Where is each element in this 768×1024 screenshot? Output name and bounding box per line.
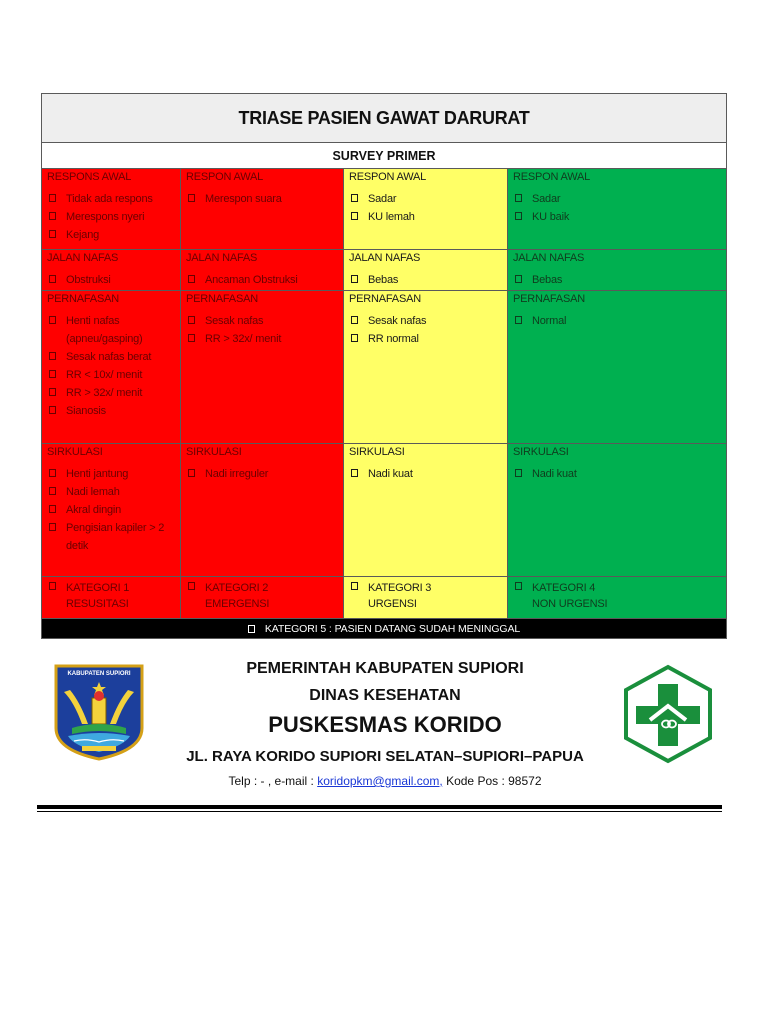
checklist-item[interactable] xyxy=(47,384,175,402)
checklist-item[interactable] xyxy=(47,366,175,384)
checklist-item-label: KU lemah xyxy=(368,211,415,223)
checklist-item-label: Ancaman Obstruksi xyxy=(205,274,298,286)
checkbox-icon[interactable] xyxy=(188,194,195,202)
checklist-item[interactable] xyxy=(513,190,721,208)
sirkulasi-cell-2 xyxy=(181,444,344,577)
checklist-item-label: Obstruksi xyxy=(66,274,111,286)
kategori-name: URGENSI xyxy=(368,598,417,610)
pernafasan-heading: PERNAFASAN xyxy=(349,293,421,305)
sirkulasi-cell-4 xyxy=(508,444,726,577)
kategori-label xyxy=(205,580,338,612)
jalan-nafas-heading: JALAN NAFAS xyxy=(186,252,258,264)
sirkulasi-heading: SIRKULASI xyxy=(513,446,569,458)
checklist-item[interactable] xyxy=(349,190,502,208)
checkbox-icon[interactable] xyxy=(49,212,56,220)
checklist-item-label: RR normal xyxy=(368,333,419,345)
respon-awal-heading: RESPON AWAL xyxy=(186,171,264,183)
kategori-number: KATEGORI 4 xyxy=(532,582,596,594)
checkbox-icon[interactable] xyxy=(515,275,522,283)
checklist-item-label: Tidak ada respons xyxy=(66,193,153,205)
respon-awal-heading: RESPON AWAL xyxy=(349,171,427,183)
checklist-item[interactable] xyxy=(349,312,502,330)
checklist-item[interactable] xyxy=(47,465,175,483)
checklist-item[interactable] xyxy=(47,190,175,208)
checkbox-icon[interactable] xyxy=(49,388,56,396)
pernafasan-heading: PERNAFASAN xyxy=(186,293,258,305)
checkbox-icon[interactable] xyxy=(49,523,56,531)
checkbox-icon[interactable] xyxy=(515,194,522,202)
checklist-item-label: Nadi irreguler xyxy=(205,468,269,480)
checklist-item[interactable] xyxy=(47,271,175,289)
checkbox-icon[interactable] xyxy=(351,275,358,283)
kategori-label xyxy=(66,580,175,612)
checklist-item-label: Sesak nafas xyxy=(205,315,264,327)
jalan-nafas-cell-4 xyxy=(508,250,726,291)
kategori-cell-2 xyxy=(181,577,344,619)
checklist-item[interactable] xyxy=(186,465,338,483)
jalan-nafas-heading: JALAN NAFAS xyxy=(47,252,119,264)
checklist-item[interactable] xyxy=(349,330,502,348)
checklist-item[interactable] xyxy=(513,465,721,483)
checklist-item-label: Akral dingin xyxy=(66,504,122,516)
jalan-nafas-heading: JALAN NAFAS xyxy=(513,252,585,264)
triage-table xyxy=(41,93,727,639)
checklist-item[interactable] xyxy=(186,330,338,348)
respon-awal-cell-2 xyxy=(181,169,344,250)
kategori-option[interactable] xyxy=(47,578,175,612)
kategori-cell-1 xyxy=(42,577,181,619)
checklist-item[interactable] xyxy=(186,271,338,289)
sirkulasi-cell-1 xyxy=(42,444,181,577)
svg-text:KABUPATEN SUPIORI: KABUPATEN SUPIORI xyxy=(67,671,131,677)
checklist-item[interactable] xyxy=(47,501,175,519)
kabupaten-supiori-emblem xyxy=(52,662,146,762)
checklist-item-label: RR < 10x/ menit xyxy=(66,369,143,381)
checklist-item-label: Merespon suara xyxy=(205,193,282,205)
letterhead-rule-thick xyxy=(37,805,722,809)
puskesmas-name: PUSKESMAS KORIDO xyxy=(268,712,502,737)
respon-awal-cell-3 xyxy=(344,169,508,250)
pernafasan-heading: PERNAFASAN xyxy=(513,293,585,305)
kategori-number: KATEGORI 1 xyxy=(66,582,130,594)
respon-awal-heading: RESPON AWAL xyxy=(513,171,591,183)
kategori-cell-3 xyxy=(344,577,508,619)
checklist-item[interactable] xyxy=(513,208,721,226)
kategori-number: KATEGORI 2 xyxy=(205,582,269,594)
checkbox-icon[interactable] xyxy=(49,487,56,495)
jalan-nafas-cell-3 xyxy=(344,250,508,291)
checkbox-icon[interactable] xyxy=(49,316,56,324)
checklist-item[interactable] xyxy=(186,312,338,330)
government-name: PEMERINTAH KABUPATEN SUPIORI xyxy=(246,660,524,677)
checklist-item[interactable] xyxy=(47,226,175,244)
checklist-item[interactable] xyxy=(47,402,175,420)
checkbox-icon[interactable] xyxy=(351,582,358,590)
checklist-item-label: Nadi lemah xyxy=(66,486,120,498)
kategori-5-row xyxy=(42,619,726,638)
checklist-item[interactable] xyxy=(47,519,175,555)
kategori-cell-4 xyxy=(508,577,726,619)
pernafasan-cell-2 xyxy=(181,291,344,444)
letterhead-rule-thin xyxy=(37,811,722,812)
checklist-item[interactable] xyxy=(513,271,721,289)
checkbox-icon[interactable] xyxy=(351,316,358,324)
letterhead xyxy=(0,650,768,810)
checklist-item[interactable] xyxy=(513,312,721,330)
kategori-name: NON URGENSI xyxy=(532,598,608,610)
checkbox-icon[interactable] xyxy=(49,505,56,513)
survey-primer-label: SURVEY PRIMER xyxy=(42,143,726,169)
checklist-item-label: Henti nafas (apneu/gasping) xyxy=(66,315,143,345)
checklist-item[interactable] xyxy=(186,190,338,208)
pernafasan-cell-3 xyxy=(344,291,508,444)
address: JL. RAYA KORIDO SUPIORI SELATAN–SUPIORI–PAPUA xyxy=(186,748,584,765)
checklist-item-label: Nadi kuat xyxy=(368,468,413,480)
triage-grid xyxy=(42,169,726,619)
jalan-nafas-cell-2 xyxy=(181,250,344,291)
sirkulasi-heading: SIRKULASI xyxy=(349,446,405,458)
sirkulasi-heading: SIRKULASI xyxy=(186,446,242,458)
checkbox-icon[interactable] xyxy=(515,469,522,477)
checkbox-icon[interactable] xyxy=(49,469,56,477)
checklist-item-label: Bebas xyxy=(532,274,563,286)
checkbox-icon[interactable] xyxy=(49,406,56,414)
checkbox-icon[interactable] xyxy=(515,316,522,324)
jalan-nafas-heading: JALAN NAFAS xyxy=(349,252,421,264)
checklist-item-label: Sianosis xyxy=(66,405,106,417)
checklist-item-label: RR > 32x/ menit xyxy=(66,387,143,399)
checkbox-icon[interactable] xyxy=(351,194,358,202)
checklist-item-label: KU baik xyxy=(532,211,570,223)
pernafasan-cell-1 xyxy=(42,291,181,444)
sirkulasi-cell-3 xyxy=(344,444,508,577)
checklist-item[interactable] xyxy=(349,465,502,483)
checkbox-icon[interactable] xyxy=(49,370,56,378)
checkbox-icon[interactable] xyxy=(515,582,522,590)
jalan-nafas-cell-1 xyxy=(42,250,181,291)
contact-line xyxy=(150,774,620,788)
department-name: DINAS KESEHATAN xyxy=(309,687,461,704)
checkbox-icon[interactable] xyxy=(515,212,522,220)
checklist-item[interactable] xyxy=(349,271,502,289)
kategori-label xyxy=(532,580,721,612)
checkbox-icon[interactable] xyxy=(351,212,358,220)
kategori-5-label: KATEGORI 5 : PASIEN DATANG SUDAH MENINGGAL xyxy=(264,622,521,635)
checkbox-icon[interactable] xyxy=(188,316,195,324)
kategori-number: KATEGORI 3 xyxy=(368,582,432,594)
kategori-name: RESUSITASI xyxy=(66,598,129,610)
contact-suffix: Kode Pos : 98572 xyxy=(442,774,542,788)
checklist-item-label: Sesak nafas xyxy=(368,315,427,327)
checklist-item[interactable] xyxy=(47,312,175,348)
checkbox-icon[interactable] xyxy=(351,469,358,477)
kategori-option[interactable] xyxy=(513,578,721,612)
pernafasan-cell-4 xyxy=(508,291,726,444)
checklist-item-label: Pengisian kapiler > 2 detik xyxy=(66,522,165,552)
checklist-item-label: Kejang xyxy=(66,229,100,241)
puskesmas-logo xyxy=(620,664,716,764)
checkbox-icon[interactable] xyxy=(188,469,195,477)
kategori-option[interactable] xyxy=(186,578,338,612)
checkbox-icon[interactable] xyxy=(188,582,195,590)
checkbox-icon[interactable] xyxy=(248,625,255,633)
checkbox-icon[interactable] xyxy=(49,194,56,202)
checkbox-icon[interactable] xyxy=(49,275,56,283)
kategori-label xyxy=(368,580,502,612)
kategori-name: EMERGENSI xyxy=(205,598,270,610)
contact-prefix: Telp : - , e-mail : xyxy=(228,774,318,788)
checklist-item-label: Sadar xyxy=(368,193,397,205)
checklist-item[interactable] xyxy=(47,348,175,366)
checkbox-icon[interactable] xyxy=(351,334,358,342)
checkbox-icon[interactable] xyxy=(49,230,56,238)
respon-awal-cell-1 xyxy=(42,169,181,250)
checkbox-icon[interactable] xyxy=(188,334,195,342)
sirkulasi-heading: SIRKULASI xyxy=(47,446,103,458)
checklist-item[interactable] xyxy=(349,208,502,226)
checkbox-icon[interactable] xyxy=(49,352,56,360)
respon-awal-heading: RESPONS AWAL xyxy=(47,171,132,183)
checkbox-icon[interactable] xyxy=(49,582,56,590)
triage-title: TRIASE PASIEN GAWAT DARURAT xyxy=(42,94,726,143)
checklist-item-label: Normal xyxy=(532,315,567,327)
checklist-item-label: Henti jantung xyxy=(66,468,129,480)
checklist-item-label: Sadar xyxy=(532,193,561,205)
checklist-item-label: Merespons nyeri xyxy=(66,211,145,223)
checklist-item-label: RR > 32x/ menit xyxy=(205,333,282,345)
checkbox-icon[interactable] xyxy=(188,275,195,283)
checklist-item[interactable] xyxy=(47,483,175,501)
respon-awal-cell-4 xyxy=(508,169,726,250)
kategori-option[interactable] xyxy=(349,578,502,612)
email-link[interactable]: koridopkm@gmail.com, xyxy=(317,774,443,788)
pernafasan-heading: PERNAFASAN xyxy=(47,293,119,305)
checklist-item-label: Bebas xyxy=(368,274,399,286)
checklist-item-label: Nadi kuat xyxy=(532,468,577,480)
checklist-item-label: Sesak nafas berat xyxy=(66,351,152,363)
checklist-item[interactable] xyxy=(47,208,175,226)
